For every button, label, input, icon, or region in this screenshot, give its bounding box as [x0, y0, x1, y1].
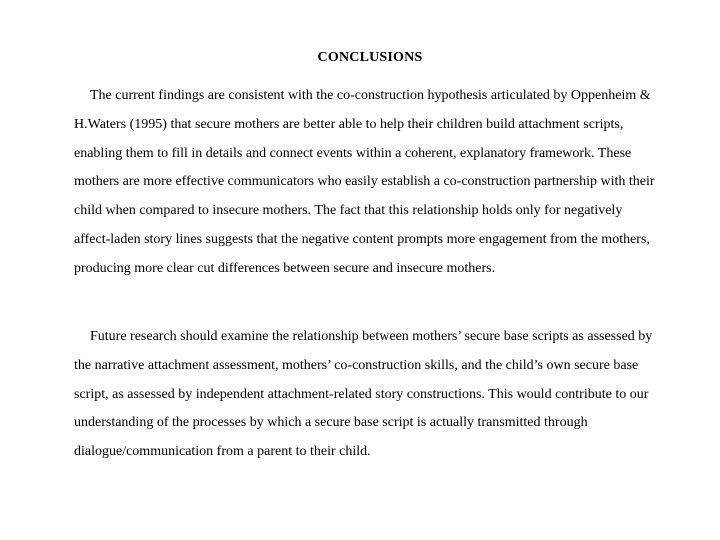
- conclusion-paragraph-1: The current findings are consistent with the co-construction hypothesis articulated by Oppenheim & H.Waters (1995) that secure mothers are better able to help their children build attachment scripts, enabling them to fill in details and connect events within a coherent, explanatory framework. These mothers are more effective communicators who easily establish a co-construction partnership with their child when compared to insecure mothers. The fact that this relationship holds only for negatively affect-laden story lines suggests that the negative content prompts more engagement from the mothers, producing more clear cut differences between secure and insecure mothers.: [74, 88, 655, 276]
- conclusion-paragraph-2: Future research should examine the relationship between mothers’ secure base scripts as assessed by the narrative attachment assessment, mothers’ co-construction skills, and the child’s own secure base script, as assessed by independent attachment-related story constructions. This would contribute to our understanding of the processes by which a secure base script is actually transmitted through dialogue/communication from a parent to their child.: [74, 329, 653, 460]
- section-heading: CONCLUSIONS: [317, 50, 423, 65]
